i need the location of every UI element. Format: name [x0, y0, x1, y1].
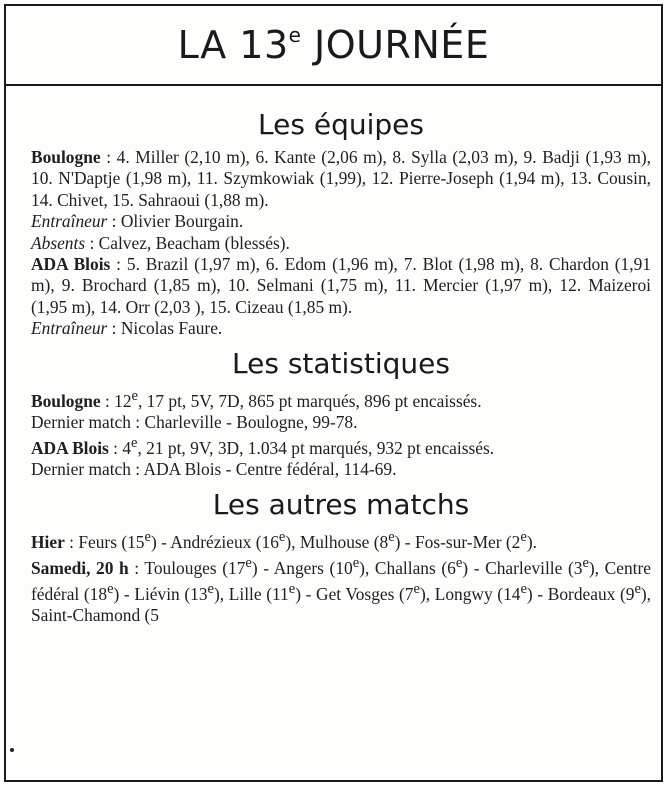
hier-matches	[31, 527, 651, 553]
blois-stats	[31, 433, 651, 459]
match-text: ), Mulhouse (8	[285, 531, 389, 552]
page-title	[178, 23, 490, 67]
boulogne-last-match: Dernier match : Charleville - Boulogne, 99-78.	[31, 411, 358, 432]
rank-sup: e	[144, 528, 151, 545]
separator: :	[100, 390, 115, 411]
blois-roster	[31, 254, 651, 318]
match-text: ), Saint-Chamond (5	[31, 584, 652, 626]
separator: :	[108, 438, 123, 459]
rank-sup: e	[455, 555, 463, 572]
match-text: ) - Bordeaux (9	[526, 584, 635, 605]
rank-sup: e	[288, 581, 296, 598]
absents-list: : Calvez, Beacham (blessés).	[85, 232, 290, 253]
coach-label: Entraîneur	[31, 318, 108, 339]
boulogne-absents	[31, 233, 651, 254]
rank-sup: e	[413, 581, 420, 598]
section-title-autres: Les autres matchs	[212, 487, 470, 521]
boulogne-stats	[31, 386, 651, 412]
article-frame	[4, 4, 663, 782]
rank-sup: e	[131, 435, 138, 452]
rank-sup: e	[520, 528, 527, 545]
match-text: ) - Angers (10	[251, 557, 353, 578]
rank-sup: e	[520, 581, 527, 598]
team-label-blois: ADA Blois	[31, 438, 109, 459]
stats-text: , 17 pt, 5V, 7D, 865 pt marqués, 896 pt encaissés.	[137, 390, 482, 411]
coach-name: : Nicolas Faure.	[107, 318, 223, 339]
boulogne-roster	[31, 147, 651, 211]
match-text: ) - Get Vosges (7	[295, 584, 414, 605]
absents-label: Absents	[31, 232, 86, 253]
hier-label: Hier	[31, 531, 65, 552]
team-label-boulogne: Boulogne	[31, 147, 101, 167]
match-text: ), Challans (6	[359, 557, 456, 578]
rank-sup: e	[582, 555, 589, 572]
boulogne-coach	[31, 211, 651, 232]
match-text: ), Longwy (14	[419, 584, 521, 605]
section-title-statistiques: Les statistiques	[232, 346, 450, 380]
blois-coach	[31, 318, 651, 339]
match-text: ) - Andrézieux (16	[150, 531, 279, 552]
samedi-label: Samedi, 20 h	[31, 557, 129, 578]
rank: 12	[114, 390, 132, 411]
title-box	[6, 6, 661, 86]
rank-sup: e	[388, 528, 395, 545]
separator: :	[100, 147, 117, 167]
title-end: JOURNÉE	[301, 23, 490, 67]
coach-label: Entraîneur	[31, 211, 108, 232]
samedi-matches	[31, 553, 651, 627]
stats-text: , 21 pt, 9V, 3D, 1.034 pt marqués, 932 pt encaissés.	[137, 438, 495, 459]
rank-sup: e	[245, 555, 252, 572]
rank-sup: e	[278, 528, 286, 545]
section-title-equipes: Les équipes	[258, 108, 424, 141]
match-text: ).	[526, 531, 537, 552]
team-label-boulogne: Boulogne	[31, 390, 101, 411]
blois-last-match: Dernier match : ADA Blois - Centre fédéral, 114-69.	[31, 459, 397, 480]
article-content	[31, 101, 651, 627]
blois-players: 5. Brazil (1,97 m), 6. Edom (1,96 m), 7. Blot (1,98 m), 8. Chardon (1,91 m), 9. Brochard (1,85 m), 10. Selmani (1,75 m), 11. Mercier (1,97 m), 12. Maizeroi (1,95 m), 14. Orr (2,03 ), 15. Cizeau (1,85 m).	[31, 254, 651, 317]
rank-sup: e	[131, 387, 138, 404]
rank-sup: e	[107, 581, 114, 598]
rank-sup: e	[207, 581, 214, 598]
separator: :	[110, 254, 127, 275]
match-text: ) - Fos-sur-Mer (2	[394, 531, 521, 552]
match-text: : Toulouges (17	[128, 557, 246, 578]
coach-name: : Olivier Bourgain.	[107, 211, 244, 232]
rank: 4	[122, 438, 132, 459]
ink-dot	[10, 748, 14, 752]
team-label-blois: ADA Blois	[31, 254, 111, 275]
match-text: ) - Liévin (13	[113, 584, 208, 605]
match-text: ), Lille (11	[213, 584, 289, 605]
match-text: ), Centre fédéral (18	[31, 557, 651, 605]
rank-sup: e	[352, 555, 360, 572]
match-text: ) - Charleville (3	[462, 557, 583, 578]
boulogne-players: 4. Miller (2,10 m), 6. Kante (2,06 m), 8. Sylla (2,03 m), 9. Badji (1,93 m), 10. N'Daptje (1,98 m), 11. Szymkowiak (1,99), 12. Pierre-Joseph (1,94 m), 13. Cousin, 14. Chivet, 15. Sahraoui (1,88 m).	[31, 147, 651, 210]
title-superscript: e	[288, 23, 302, 47]
match-text: : Feurs (15	[64, 531, 145, 552]
rank-sup: e	[634, 581, 641, 598]
title-main: LA 13	[177, 23, 289, 67]
